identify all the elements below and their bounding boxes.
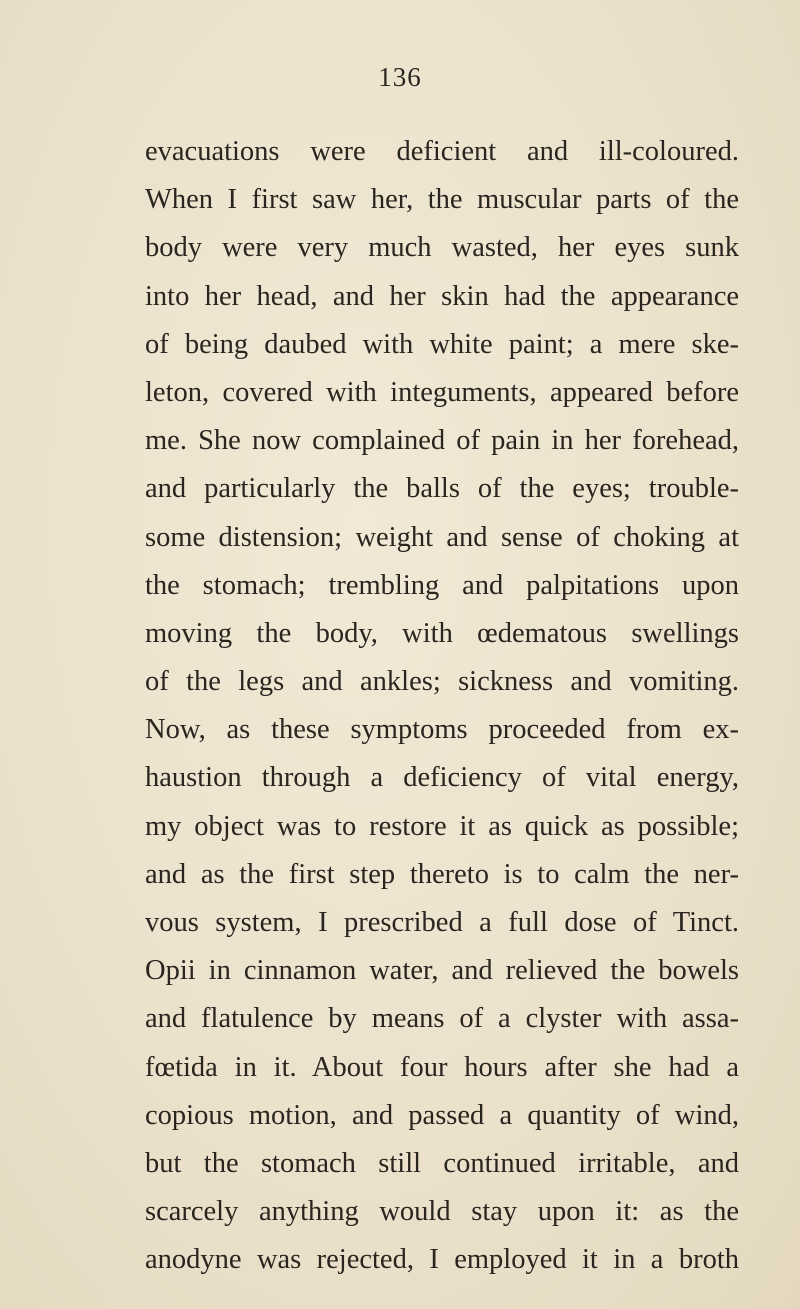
text-line: body were very much wasted, her eyes sunk [145,232,739,264]
text-line: scarcely anything would stay upon it: as the [145,1196,739,1228]
text-line: and particularly the balls of the eyes; trouble- [145,473,739,505]
text-line: Now, as these symptoms proceeded from ex- [145,714,739,746]
text-line: anodyne was rejected, I employed it in a broth [145,1244,739,1276]
text-line: and as the first step thereto is to calm the ner- [145,858,739,890]
text-line: evacuations were deficient and ill-coloured. [145,136,739,167]
text-line: moving the body, with œdematous swellings [145,617,739,649]
text-line: me. She now complained of pain in her forehead, [145,425,739,457]
text-line: into her head, and her skin had the appearance [145,280,739,312]
text-line: of being daubed with white paint; a mere ske- [145,328,739,360]
text-line: my object was to restore it as quick as possible; [145,810,739,842]
page-number: 136 [378,62,422,92]
text-line: fœtida in it. About four hours after she had a [145,1051,739,1083]
text-line: some distension; weight and sense of choking at [145,521,739,553]
text-line: copious motion, and passed a quantity of wind, [145,1099,739,1131]
text-line: Opii in cinnamon water, and relieved the bowels [145,955,739,987]
text-line: haustion through a deficiency of vital energy, [145,762,739,794]
text-line: vous system, I prescribed a full dose of Tinct. [145,907,739,938]
text-line: and flatulence by means of a clyster with assa- [145,1003,739,1035]
text-line: leton, covered with integuments, appeared before [145,376,739,408]
text-line: of the legs and ankles; sickness and vomiting. [145,666,739,698]
text-line: but the stomach still continued irritable, and [145,1147,739,1179]
text-line: When I first saw her, the muscular parts of the [145,184,739,216]
text-line: the stomach; trembling and palpitations upon [145,569,739,601]
body-text [145,128,739,1285]
